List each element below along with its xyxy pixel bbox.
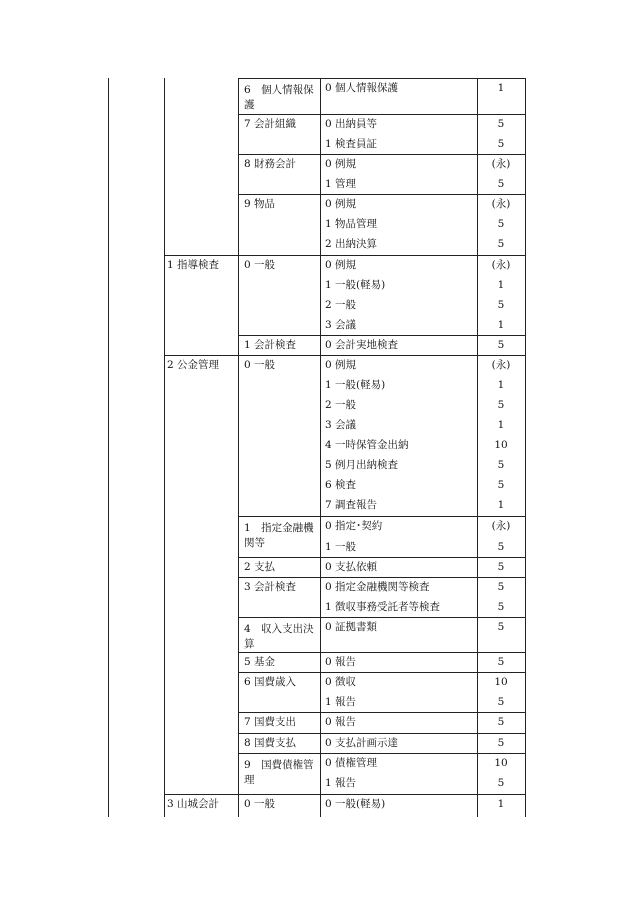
retention-period: 10 xyxy=(494,676,508,688)
retention-period: 5 xyxy=(497,178,505,190)
retention-period: 5 xyxy=(497,621,505,633)
row-divider xyxy=(238,617,525,618)
item-label: 0 債権管理 xyxy=(325,757,378,769)
row-divider xyxy=(164,794,525,795)
item-label: 1 一般 xyxy=(325,541,357,553)
retention-period: 1 xyxy=(497,319,505,331)
subcategory-label: 0 一般 xyxy=(244,259,276,271)
retention-period: 5 xyxy=(497,601,505,613)
grid-line-v2 xyxy=(164,78,165,817)
item-label: 4 一時保管金出納 xyxy=(325,439,409,451)
retention-period: 5 xyxy=(497,138,505,150)
item-label: 0 一般(軽易) xyxy=(325,798,386,810)
item-label: 7 調査報告 xyxy=(325,499,378,511)
item-label: 0 支払依頼 xyxy=(325,561,378,573)
subcategory-label: 1 指定金融機関等 xyxy=(244,522,314,550)
retention-period: 5 xyxy=(497,696,505,708)
item-label: 0 証拠書類 xyxy=(325,621,378,633)
subcategory-label: 6 個人情報保護 xyxy=(244,84,314,112)
category-label: 2 公金管理 xyxy=(167,359,220,371)
item-label: 0 例規 xyxy=(325,158,357,170)
item-label: 1 報告 xyxy=(325,696,357,708)
item-label: 2 出納決算 xyxy=(325,238,378,250)
retention-period: 10 xyxy=(494,757,508,769)
row-divider xyxy=(238,154,525,155)
subcategory-label: 5 基金 xyxy=(244,656,276,668)
item-label: 0 徴収 xyxy=(325,676,357,688)
subcategory-label: 6 国費歳入 xyxy=(244,676,297,688)
row-divider xyxy=(238,335,525,336)
retention-period: 5 xyxy=(497,561,505,573)
retention-period: 5 xyxy=(497,299,505,311)
grid-line-v6 xyxy=(525,78,526,817)
item-label: 0 報告 xyxy=(325,716,357,728)
subcategory-label: 3 会計検査 xyxy=(244,581,297,593)
category-label: 1 指導検査 xyxy=(167,259,220,271)
item-label: 0 指定･契約 xyxy=(325,520,383,532)
item-label: 0 例規 xyxy=(325,198,357,210)
subcategory-label: 7 国費支出 xyxy=(244,716,297,728)
retention-period: 1 xyxy=(497,82,505,94)
item-label: 6 検査 xyxy=(325,479,357,491)
item-label: 3 会議 xyxy=(325,419,357,431)
row-divider xyxy=(238,557,525,558)
subcategory-label: 0 一般 xyxy=(244,798,276,810)
item-label: 5 例月出納検査 xyxy=(325,459,399,471)
retention-period: 5 xyxy=(497,118,505,130)
retention-period: 5 xyxy=(497,459,505,471)
row-divider xyxy=(238,672,525,673)
item-label: 1 検査員証 xyxy=(325,138,378,150)
retention-period: 10 xyxy=(494,439,508,451)
item-label: 0 個人情報保護 xyxy=(325,82,399,94)
item-label: 0 指定金融機関等検査 xyxy=(325,581,430,593)
retention-period: 5 xyxy=(497,716,505,728)
row-divider xyxy=(164,255,525,256)
item-label: 3 会議 xyxy=(325,319,357,331)
subcategory-label: 9 物品 xyxy=(244,198,276,210)
row-divider xyxy=(164,355,525,356)
retention-period: 5 xyxy=(497,777,505,789)
retention-period: 5 xyxy=(497,479,505,491)
retention-period: 5 xyxy=(497,238,505,250)
item-label: 1 一般(軽易) xyxy=(325,279,386,291)
row-divider xyxy=(238,78,525,79)
item-label: 0 例規 xyxy=(325,359,357,371)
row-divider xyxy=(238,194,525,195)
retention-period: 5 xyxy=(497,339,505,351)
grid-line-v1 xyxy=(108,78,109,817)
retention-period: 5 xyxy=(497,218,505,230)
item-label: 0 例規 xyxy=(325,259,357,271)
retention-period: 1 xyxy=(497,279,505,291)
item-label: 0 報告 xyxy=(325,656,357,668)
retention-period: (永) xyxy=(491,520,511,532)
subcategory-label: 4 収入支出決算 xyxy=(244,623,314,651)
grid-line-v5 xyxy=(477,78,478,817)
retention-period: 5 xyxy=(497,541,505,553)
row-divider xyxy=(238,733,525,734)
row-divider xyxy=(238,516,525,517)
subcategory-label: 8 国費支払 xyxy=(244,737,297,749)
retention-period: (永) xyxy=(491,198,511,210)
item-label: 0 出納員等 xyxy=(325,118,378,130)
item-label: 1 一般(軽易) xyxy=(325,379,386,391)
retention-period: 1 xyxy=(497,419,505,431)
item-label: 2 一般 xyxy=(325,299,357,311)
subcategory-label: 1 会計検査 xyxy=(244,339,297,351)
category-label: 3 山城会計 xyxy=(167,798,220,810)
item-label: 1 物品管理 xyxy=(325,218,378,230)
row-divider xyxy=(238,577,525,578)
row-divider xyxy=(238,712,525,713)
retention-period: 5 xyxy=(497,737,505,749)
subcategory-label: 8 財務会計 xyxy=(244,158,297,170)
item-label: 0 支払計画示達 xyxy=(325,737,399,749)
retention-period: (永) xyxy=(491,158,511,170)
retention-period: 1 xyxy=(497,379,505,391)
subcategory-label: 2 支払 xyxy=(244,561,276,573)
row-divider xyxy=(238,753,525,754)
subcategory-label: 0 一般 xyxy=(244,359,276,371)
subcategory-label: 7 会計組織 xyxy=(244,118,297,130)
subcategory-label: 9 国費債権管理 xyxy=(244,759,314,787)
retention-period: 1 xyxy=(497,499,505,511)
retention-period: (永) xyxy=(491,259,511,271)
retention-period: 5 xyxy=(497,399,505,411)
item-label: 0 会計実地検査 xyxy=(325,339,399,351)
grid-line-v4 xyxy=(320,78,321,817)
retention-period: (永) xyxy=(491,359,511,371)
grid-line-v3 xyxy=(238,78,239,817)
retention-period: 5 xyxy=(497,581,505,593)
retention-period: 5 xyxy=(497,656,505,668)
row-divider xyxy=(238,114,525,115)
retention-period: 1 xyxy=(497,798,505,810)
item-label: 2 一般 xyxy=(325,399,357,411)
item-label: 1 報告 xyxy=(325,777,357,789)
item-label: 1 管理 xyxy=(325,178,357,190)
item-label: 1 徴収事務受託者等検査 xyxy=(325,601,441,613)
